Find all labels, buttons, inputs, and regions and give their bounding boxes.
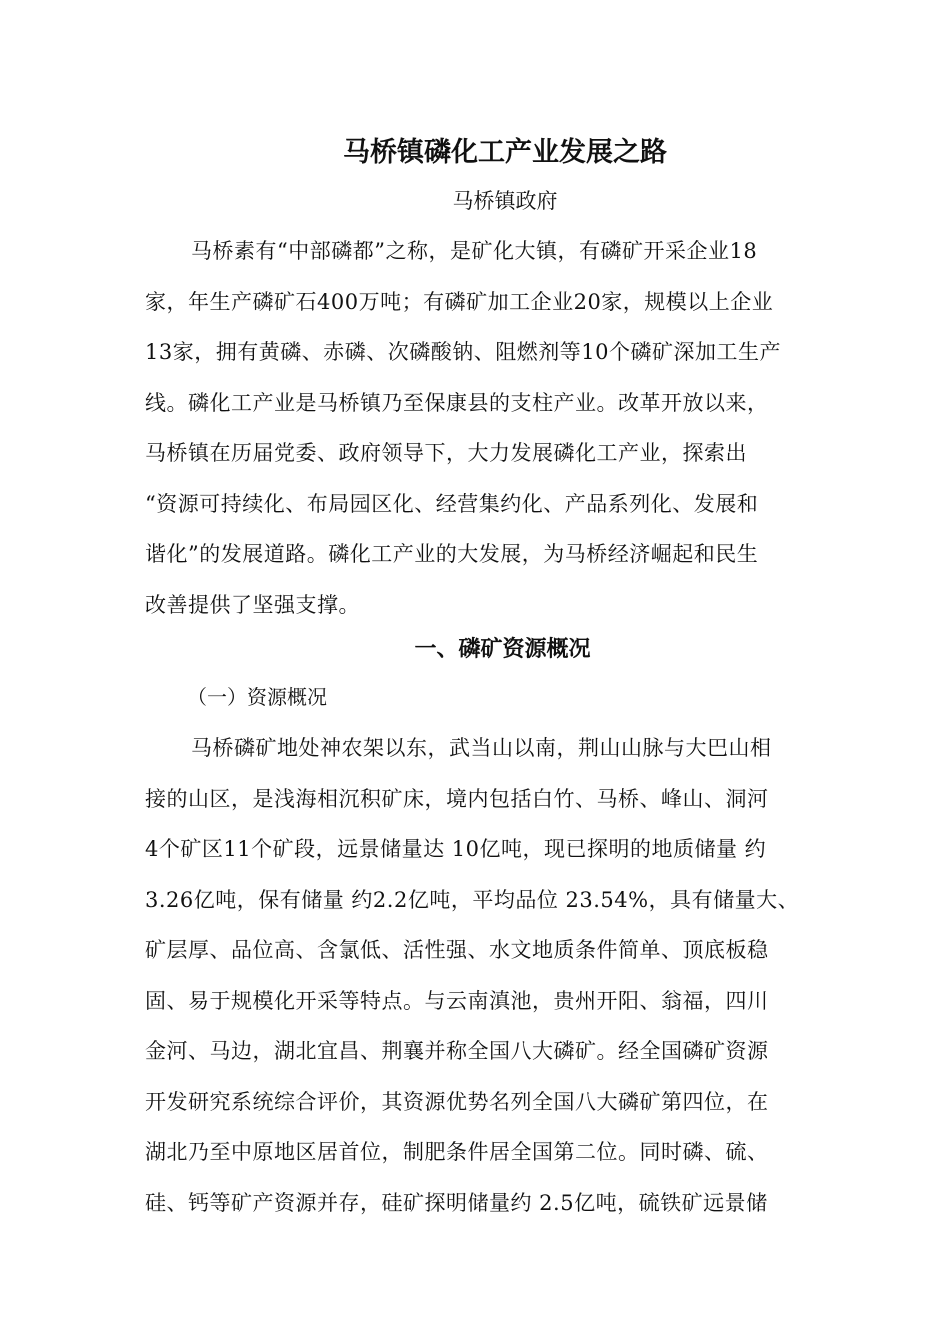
section-heading: 一、磷矿资源概况	[414, 637, 591, 662]
text-line: 马桥磷矿地处神农架以东，武当山以南，荆山山脉与大巴山相	[191, 736, 772, 760]
text-line: 家，年生产磷矿石400万吨；有磷矿加工企业20家，规模以上企业	[145, 289, 774, 314]
text-line: 矿层厚、品位高、含氯低、活性强、水文地质条件简单、顶底板稳	[145, 938, 769, 962]
document-title: 马桥镇磷化工产业发展之路	[343, 137, 667, 168]
text-line: 固、易于规模化开采等特点。与云南滇池，贵州开阳、翁福，四川	[145, 988, 769, 1013]
document-author: 马桥镇政府	[452, 189, 558, 213]
text-line: 3.26亿吨，保有储量 约2.2亿吨，平均品位 23.54%，具有储量大、	[145, 887, 800, 912]
text-line: 4个矿区11个矿段，远景储量达 10亿吨，现已探明的地质储量 约	[145, 837, 767, 861]
text-line: 谐化”的发展道路。磷化工产业的大发展，为马桥经济崛起和民生	[145, 542, 759, 566]
text-line: 金河、马边，湖北宜昌、荆襄并称全国八大磷矿。经全国磷矿资源	[145, 1039, 769, 1063]
text-line: “资源可持续化、布局园区化、经营集约化、产品系列化、发展和	[145, 491, 759, 516]
text-line: 硅、钙等矿产资源并存，硅矿探明储量约 2.5亿吨，硫铁矿远景储	[145, 1190, 768, 1215]
subsection-heading: （一）资源概况	[187, 685, 327, 709]
text-line: 13家，拥有黄磷、赤磷、次磷酸钠、阻燃剂等10个磷矿深加工生产	[145, 340, 781, 364]
text-line: 线。磷化工产业是马桥镇乃至保康县的支柱产业。改革开放以来，	[145, 390, 769, 415]
text-line: 改善提供了坚强支撑。	[145, 592, 360, 617]
text-line: 开发研究系统综合评价，其资源优势名列全国八大磷矿第四位，在	[145, 1089, 769, 1114]
text-line: 接的山区，是浅海相沉积矿床，境内包括白竹、马桥、峰山、洞河	[145, 786, 769, 811]
intro-paragraph	[145, 226, 817, 630]
text-line: 马桥镇在历届党委、政府领导下，大力发展磷化工产业，探索出	[145, 441, 747, 465]
text-line: 湖北乃至中原地区居首位，制肥条件居全国第二位。同时磷、硫、	[145, 1140, 769, 1164]
text-line: 马桥素有“中部磷都”之称，是矿化大镇，有磷矿开采企业18	[191, 239, 758, 263]
resource-paragraph	[145, 723, 817, 1228]
